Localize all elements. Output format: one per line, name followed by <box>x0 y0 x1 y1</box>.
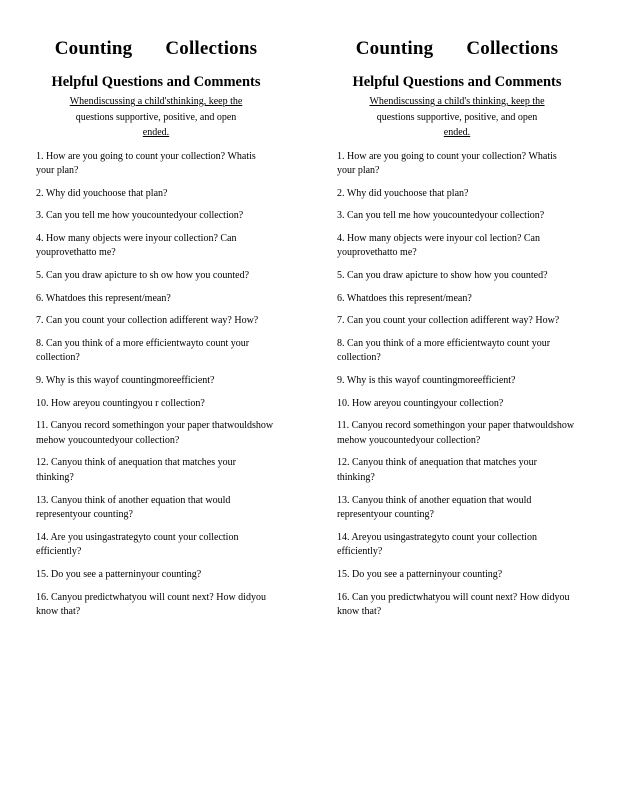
question-item: 13. Canyou think of another equation that would representyour counting? <box>36 494 231 521</box>
question-item: 15. Do you see a patterninyour counting? <box>36 568 202 580</box>
question-item: 3. Can you tell me how youcountedyour collection? <box>337 210 545 222</box>
question-item: 7. Can you count your collection adifferent way? How? <box>36 315 259 327</box>
question-item: 3. Can you tell me how youcountedyour collection? <box>36 210 244 222</box>
question-item: 12. Canyou think of anequation that matches your thinking? <box>36 457 236 483</box>
question-item: 10. How areyou countingyour collection? <box>337 397 504 409</box>
question-item: 2. Why did youchoose that plan? <box>337 187 469 199</box>
intro-line-1: Whendiscussing a child's thinking, keep the <box>369 96 545 107</box>
question-item: 6. Whatdoes this represent/mean? <box>337 292 472 304</box>
question-item: 6. Whatdoes this represent/mean? <box>36 292 171 304</box>
intro-line-2: questions supportive, positive, and open <box>376 111 538 123</box>
question-item: 1. How are you going to count your collection? Whatis your plan? <box>337 150 557 177</box>
question-item: 5. Can you draw apicture to show how you counted? <box>337 270 548 282</box>
question-item: 11. Canyou record somethingon your paper thatwouldshow mehow youcountedyour collection? <box>337 420 575 446</box>
intro-line-3: ended. <box>142 127 170 138</box>
question-item: 5. Can you draw apicture to sh ow how you counted? <box>36 270 250 282</box>
question-item: 12. Canyou think of anequation that matches your thinking? <box>337 457 537 483</box>
handout-subtitle: Helpful Questions and Comments <box>352 74 562 90</box>
intro-text <box>36 94 276 141</box>
question-item: 16. Can you predictwhatyou will count next? How didyou know that? <box>337 591 570 618</box>
question-item: 4. How many objects were inyour collection? Can youprovethatto me? <box>36 232 237 259</box>
intro-line-2: questions supportive, positive, and open <box>75 111 237 123</box>
intro-line-3: ended. <box>443 127 471 138</box>
left-handout <box>36 38 276 628</box>
question-item: 1. How are you going to count your collection? Whatis your plan? <box>36 150 256 177</box>
question-item: 14. Are you usingastrategyto count your collection efficiently? <box>36 531 239 558</box>
question-item: 9. Why is this wayof countingmoreefficient? <box>36 375 215 387</box>
question-item: 16. Canyou predictwhatyou will count next? How didyou know that? <box>36 591 266 618</box>
question-item: 14. Areyou usingastrategyto count your collection efficiently? <box>337 531 537 558</box>
handout-title: Counting Collections <box>355 38 559 59</box>
question-item: 11. Canyou record somethingon your paper thatwouldshow mehow youcountedyour collection? <box>36 420 274 446</box>
question-list <box>337 150 577 620</box>
question-item: 9. Why is this wayof countingmoreefficient? <box>337 375 516 387</box>
intro-line-1: Whendiscussing a child'sthinking, keep the <box>69 96 243 107</box>
question-list <box>36 150 276 620</box>
question-item: 2. Why did youchoose that plan? <box>36 187 168 199</box>
handout-title: Counting Collections <box>54 38 258 59</box>
question-item: 7. Can you count your collection adifferent way? How? <box>337 315 560 327</box>
intro-text <box>337 94 577 141</box>
right-handout <box>337 38 577 628</box>
question-item: 10. How areyou countingyou r collection? <box>36 397 205 409</box>
question-item: 4. How many objects were inyour col lection? Can youprovethatto me? <box>337 232 540 259</box>
question-item: 15. Do you see a patterninyour counting? <box>337 568 503 580</box>
question-item: 8. Can you think of a more efficientwayto count your collection? <box>337 337 551 364</box>
question-item: 13. Canyou think of another equation that would representyour counting? <box>337 494 532 521</box>
question-item: 8. Can you think of a more efficientwayto count your collection? <box>36 337 250 364</box>
handout-subtitle: Helpful Questions and Comments <box>51 74 261 90</box>
